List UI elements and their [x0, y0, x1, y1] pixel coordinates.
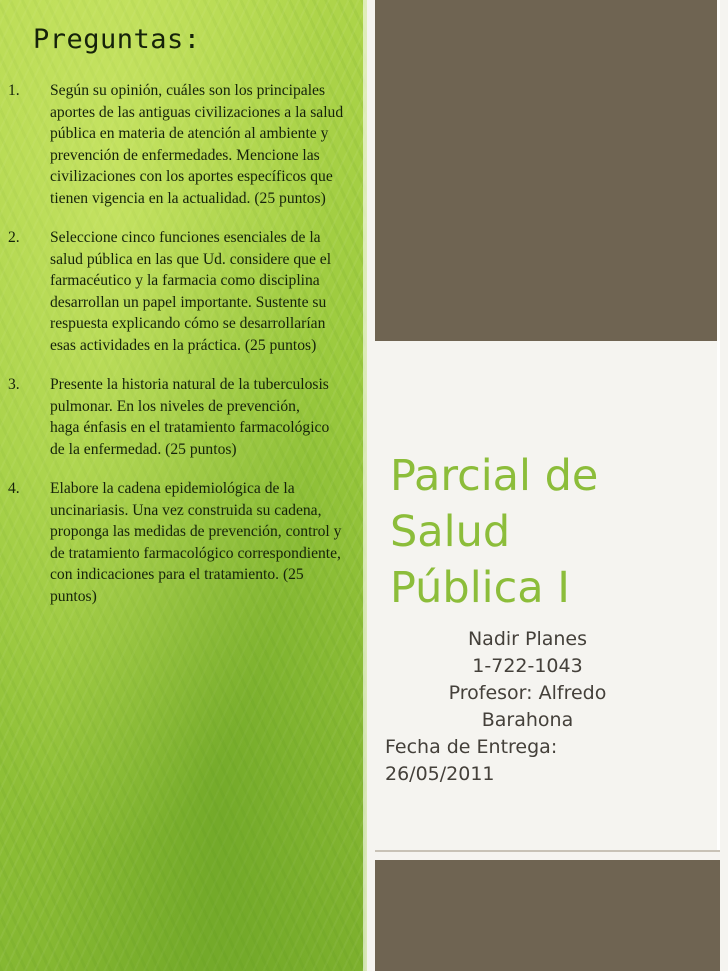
question-text: Elabore la cadena epidemiológica de la uncinariasis. Una vez construida su cadena, proponga las medidas de prevención, control y de tratamiento farmacológico correspondiente, con indicaciones para el tratamiento. (25 puntos) [50, 480, 342, 605]
document-title [390, 448, 715, 616]
student-name: Nadir Planes [467, 628, 588, 650]
author-info [385, 626, 670, 788]
cover-panel [367, 0, 728, 971]
question-number: 3. [8, 376, 20, 393]
top-color-band [375, 0, 720, 341]
professor-name: Barahona [481, 709, 574, 731]
question-item [0, 227, 350, 356]
question-text: Según su opinión, cuáles son los principales aportes de las antiguas civilizaciones a la salud pública en materia de atención al ambiente y prevención de enfermedades. Mencione las civilizaciones con los aportes específicos que tienen vigencia en la actualidad. (25 puntos) [50, 82, 344, 207]
question-number: 2. [8, 229, 20, 246]
due-date-value: 26/05/2011 [385, 763, 495, 785]
student-id: 1-722-1043 [472, 655, 583, 677]
due-date-label: Fecha de Entrega: [385, 736, 558, 758]
title-line: Salud [390, 507, 511, 557]
title-line: Pública I [390, 563, 570, 613]
question-number: 4. [8, 480, 20, 497]
bottom-color-band [375, 852, 720, 971]
question-item [0, 80, 346, 209]
questions-list [0, 80, 362, 625]
questions-heading: Preguntas: [33, 24, 201, 55]
question-item [0, 374, 330, 460]
professor-line: Profesor: Alfredo [448, 682, 607, 704]
question-item [0, 478, 342, 607]
question-text: Presente la historia natural de la tuberculosis pulmonar. En los niveles de prevención, haga énfasis en el tratamiento farmacológico de la enfermedad. (25 puntos) [50, 376, 330, 458]
title-line: Parcial de [390, 451, 599, 501]
question-text: Seleccione cinco funciones esenciales de la salud pública en las que Ud. considere que el farmacéutico y la farmacia como disciplina desarrollan un papel importante. Sustente su respuesta explicando cómo se desarrollarían esas actividades en la práctica. (25 puntos) [50, 229, 332, 354]
question-number: 1. [8, 82, 20, 99]
panel-edge-line [717, 0, 720, 971]
